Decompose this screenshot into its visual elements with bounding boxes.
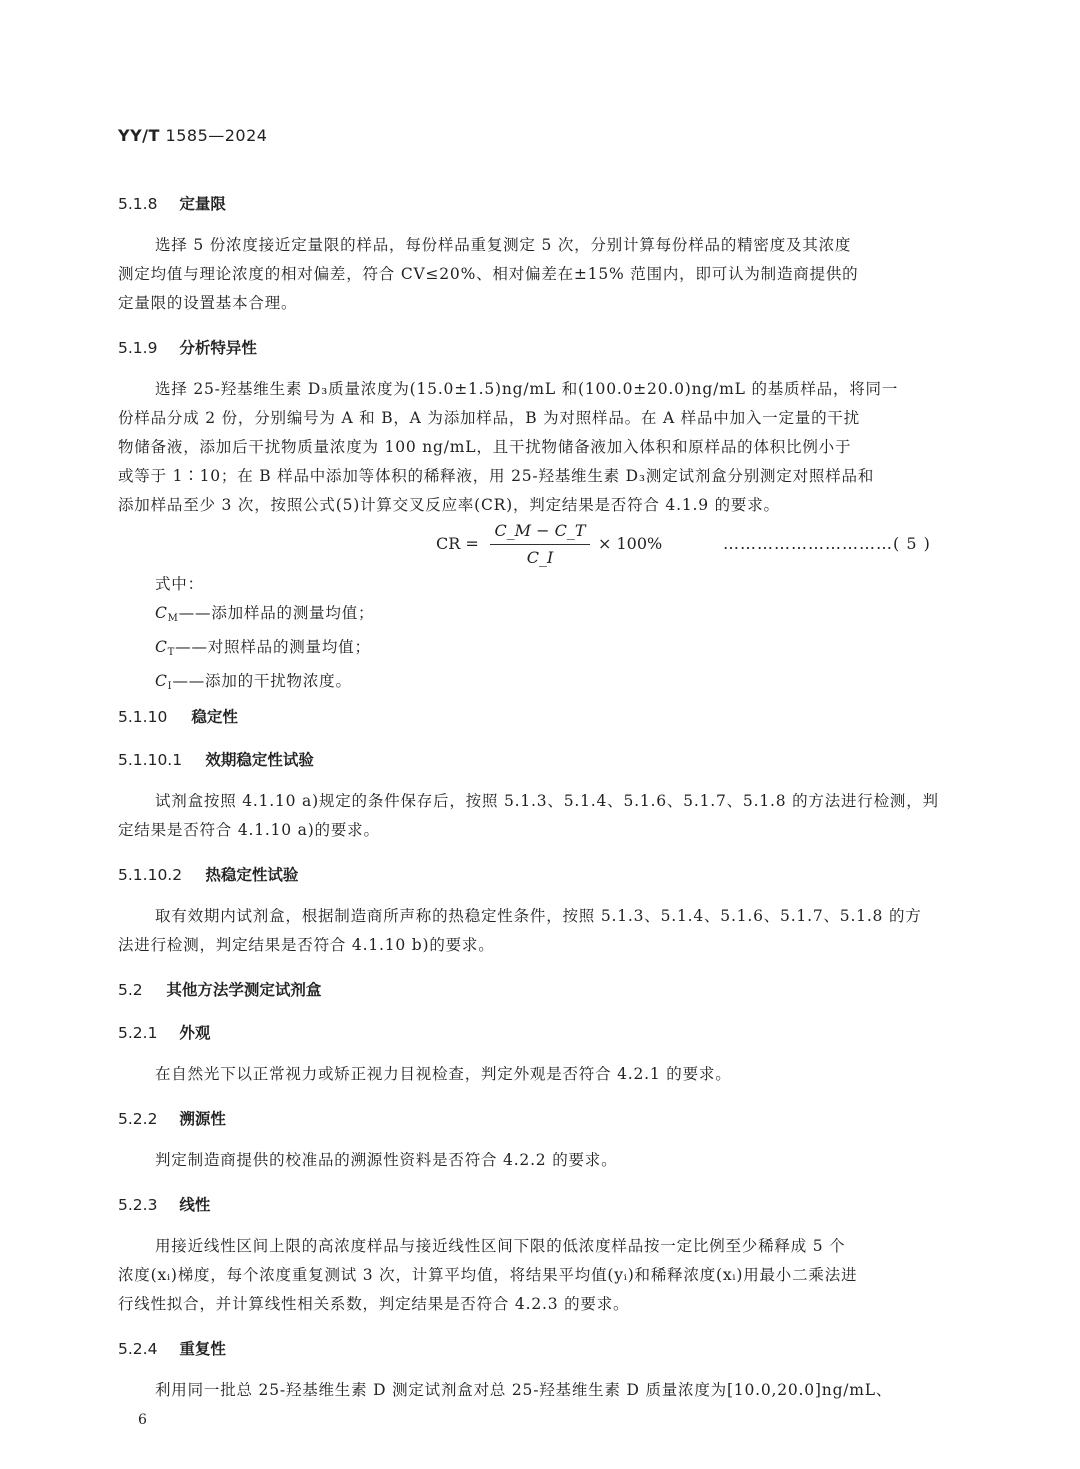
legend-item: $C_T——$对照样品的测量均值；: [155, 638, 371, 658]
paragraph-5-1-9: 选择 25-羟基维生素 D₃质量浓度为(15.0±1.5)ng/mL 和(100.0±20.0)ng/mL 的基质样品，将同一 份样品分成 2 份，分别编号为 A 和 B，A 为添加样品，B 为对照样品。在 A 样品中加入一定量的干扰 物储备液，添加后干扰物质量浓度为 100 ng/mL，且干扰物储备液加入体积和原样品的体积比例小于 或等于 1∶10；在 B 样品中添加等体积的稀释液，用 25-羟基维生素 D₃测定试剂盒分别测定对照样品和 添加样品至少 3 次，按照公式(5)计算交叉反应率(CR)，判定结果是否符合 4.1.9 的要求。: [118, 380, 899, 514]
standard-header: [118, 126, 267, 145]
standard-number: 1585—2024: [165, 126, 268, 145]
section-heading-5-2-4: 5.2.4 重复性: [118, 1340, 226, 1358]
formula-numerator: C_M − C_T: [494, 521, 586, 540]
fraction-bar: [490, 544, 590, 545]
paragraph-5-1-10-1: 试剂盒按照 4.1.10 a)规定的条件保存后，按照 5.1.3、5.1.4、5.1.6、5.1.7、5.1.8 的方法进行检测，判 定结果是否符合 4.1.10 a)的要求。: [118, 792, 939, 839]
formula-denominator: C_I: [526, 548, 554, 567]
section-heading-5-1-10-2: 5.1.10.2 热稳定性试验: [118, 866, 299, 884]
section-heading-5-1-8: 5.1.8 定量限: [118, 195, 226, 213]
section-heading-5-2-3: 5.2.3 线性: [118, 1196, 211, 1214]
formula-lhs: CR =: [436, 534, 479, 553]
formula-legend: [155, 570, 374, 701]
standard-code: YY/T: [118, 126, 160, 145]
section-heading-5-1-10-1: 5.1.10.1 效期稳定性试验: [118, 751, 314, 769]
section-heading-5-2-2: 5.2.2 溯源性: [118, 1110, 226, 1128]
paragraph-5-2-2: 判定制造商提供的校准品的溯源性资料是否符合 4.2.2 的要求。: [155, 1151, 618, 1169]
paragraph-5-2-3: 用接近线性区间上限的高浓度样品与接近线性区间下限的低浓度样品按一定比例至少稀释成 5 个 浓度(xᵢ)梯度，每个浓度重复测试 3 次，计算平均值，将结果平均值(yᵢ)和稀释浓度(xᵢ)用最小二乘法进 行线性拟合，并计算线性相关系数，判定结果是否符合 4.2.3 的要求。: [118, 1237, 858, 1313]
legend-label: 式中：: [155, 575, 204, 593]
formula-rhs: × 100%: [598, 534, 663, 553]
formula-cross-reactivity: [430, 520, 960, 572]
page-number: 6: [138, 1412, 147, 1428]
paragraph-5-1-10-2: 取有效期内试剂盒，根据制造商所声称的热稳定性条件，按照 5.1.3、5.1.4、5.1.6、5.1.7、5.1.8 的方 法进行检测，判定结果是否符合 4.1.10 b)的要求。: [118, 907, 922, 954]
legend-item: $C_I——$添加的干扰物浓度。: [155, 672, 352, 692]
legend-item: $C_M——$添加样品的测量均值；: [155, 604, 375, 624]
paragraph-5-2-1: 在自然光下以正常视力或矫正视力目视检查，判定外观是否符合 4.2.1 的要求。: [155, 1065, 732, 1083]
formula-fraction: [486, 520, 594, 569]
section-heading-5-1-10: 5.1.10 稳定性: [118, 708, 238, 726]
section-heading-5-2: 5.2 其他方法学测定试剂盒: [118, 981, 322, 999]
section-heading-5-1-9: 5.1.9 分析特异性: [118, 339, 257, 357]
equation-number: …………………………( 5 ): [723, 534, 931, 553]
paragraph-5-2-4: 利用同一批总 25-羟基维生素 D 测定试剂盒对总 25-羟基维生素 D 质量浓度为[10.0,20.0]ng/mL、: [155, 1381, 893, 1399]
section-heading-5-2-1: 5.2.1 外观: [118, 1024, 211, 1042]
paragraph-5-1-8: 选择 5 份浓度接近定量限的样品，每份样品重复测定 5 次，分别计算每份样品的精密度及其浓度 测定均值与理论浓度的相对偏差，符合 CV≤20%、相对偏差在±15% 范围内，即可认为制造商提供的 定量限的设置基本合理。: [118, 236, 859, 312]
